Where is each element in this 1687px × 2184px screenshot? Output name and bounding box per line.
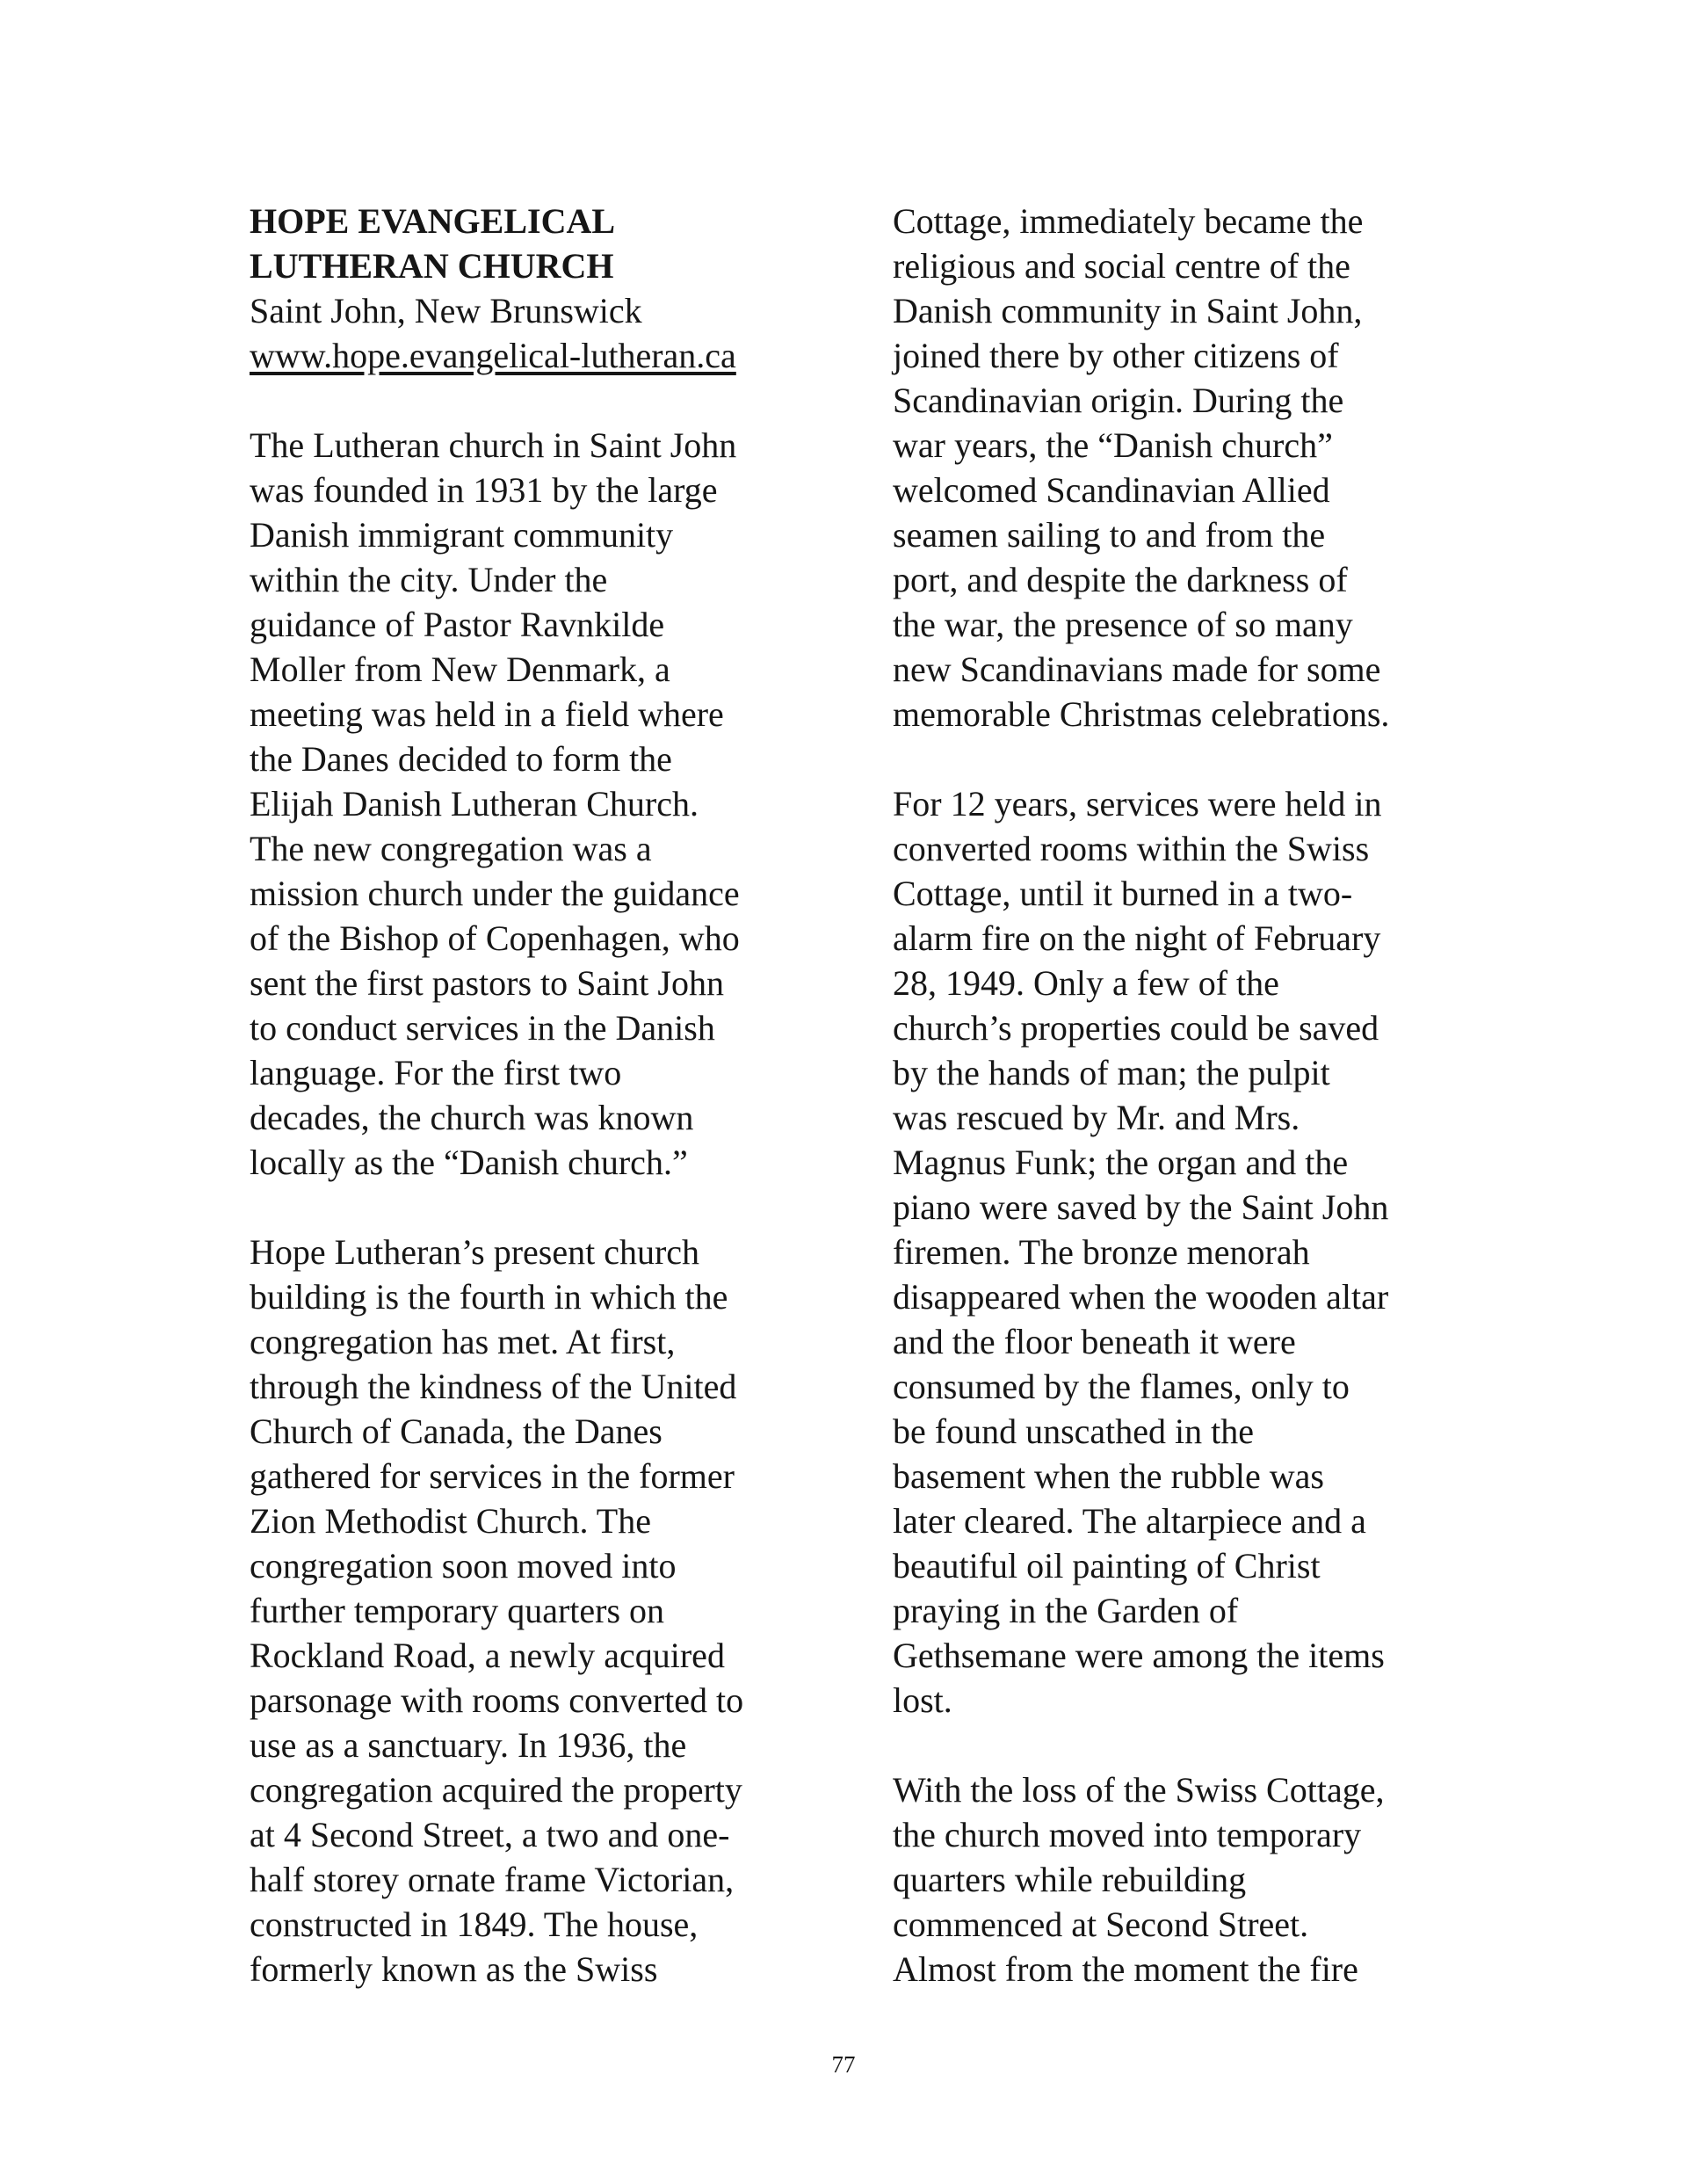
text-line: lost. <box>893 1680 952 1720</box>
text-line: Danish immigrant community <box>250 515 674 555</box>
text-line: Cottage, immediately became the <box>893 201 1364 241</box>
text-line: Rockland Road, a newly acquired <box>250 1636 725 1675</box>
text-line: decades, the church was known <box>250 1098 694 1137</box>
text-line: Moller from New Denmark, a <box>250 649 670 689</box>
text-line: later cleared. The altarpiece and a <box>893 1501 1366 1541</box>
text-line: consumed by the flames, only to <box>893 1367 1350 1406</box>
text-line: The new congregation was a <box>250 829 652 868</box>
text-line: war years, the “Danish church” <box>893 425 1333 465</box>
left-column <box>250 199 847 1992</box>
text-line: church’s properties could be saved <box>893 1008 1379 1048</box>
church-title-line-1: HOPE EVANGELICAL <box>250 201 616 241</box>
paragraph-swiss-cottage <box>893 199 1490 736</box>
text-line: congregation soon moved into <box>250 1546 677 1585</box>
church-location: Saint John, New Brunswick <box>250 291 642 330</box>
text-line: Zion Methodist Church. The <box>250 1501 651 1541</box>
church-website-link[interactable]: www.hope.evangelical-lutheran.ca <box>250 336 736 375</box>
text-line: further temporary quarters on <box>250 1591 665 1630</box>
text-line: welcomed Scandinavian Allied <box>893 470 1330 510</box>
text-line: within the city. Under the <box>250 560 608 599</box>
text-line: 28, 1949. Only a few of the <box>893 963 1279 1003</box>
text-line: to conduct services in the Danish <box>250 1008 715 1048</box>
text-line: mission church under the guidance <box>250 874 740 913</box>
paragraph-gap <box>250 1185 847 1230</box>
text-line: the war, the presence of so many <box>893 605 1353 644</box>
text-line: alarm fire on the night of February <box>893 918 1381 958</box>
text-line: congregation acquired the property <box>250 1770 742 1810</box>
text-line: formerly known as the Swiss <box>250 1949 658 1989</box>
page-number: 77 <box>831 2051 856 2078</box>
text-line: Almost from the moment the fire <box>893 1949 1358 1989</box>
text-line: Magnus Funk; the organ and the <box>893 1143 1349 1182</box>
text-line: quarters while rebuilding <box>893 1860 1247 1899</box>
text-line: new Scandinavians made for some <box>893 649 1381 689</box>
paragraph-buildings <box>250 1230 847 1992</box>
text-line: by the hands of man; the pulpit <box>893 1053 1330 1092</box>
text-line: Church of Canada, the Danes <box>250 1411 662 1451</box>
text-line: Cottage, until it burned in a two- <box>893 874 1353 913</box>
text-line: memorable Christmas celebrations. <box>893 694 1390 734</box>
text-line: commenced at Second Street. <box>893 1905 1309 1944</box>
text-line: language. For the first two <box>250 1053 622 1092</box>
church-header <box>250 199 847 378</box>
text-line: firemen. The bronze menorah <box>893 1232 1310 1272</box>
text-line: seamen sailing to and from the <box>893 515 1326 555</box>
text-line: locally as the “Danish church.” <box>250 1143 688 1182</box>
text-line: congregation has met. At first, <box>250 1322 676 1361</box>
text-line: of the Bishop of Copenhagen, who <box>250 918 740 958</box>
text-line: the church moved into temporary <box>893 1815 1362 1854</box>
text-line: guidance of Pastor Ravnkilde <box>250 605 665 644</box>
church-title-line-2: LUTHERAN CHURCH <box>250 246 614 286</box>
text-line: joined there by other citizens of <box>893 336 1339 375</box>
right-column <box>893 199 1490 1992</box>
text-line: meeting was held in a field where <box>250 694 724 734</box>
text-line: use as a sanctuary. In 1936, the <box>250 1725 687 1765</box>
text-line: With the loss of the Swiss Cottage, <box>893 1770 1385 1810</box>
text-line: be found unscathed in the <box>893 1411 1254 1451</box>
text-line: parsonage with rooms converted to <box>250 1680 744 1720</box>
paragraph-history <box>250 423 847 1185</box>
text-line: Gethsemane were among the items <box>893 1636 1385 1675</box>
paragraph-gap <box>893 736 1490 781</box>
text-line: was founded in 1931 by the large <box>250 470 718 510</box>
text-line: half storey ornate frame Victorian, <box>250 1860 735 1899</box>
text-line: religious and social centre of the <box>893 246 1350 286</box>
paragraph-rebuilding <box>893 1767 1490 1992</box>
text-line: and the floor beneath it were <box>893 1322 1296 1361</box>
text-line: praying in the Garden of <box>893 1591 1239 1630</box>
paragraph-fire <box>893 781 1490 1723</box>
text-line: gathered for services in the former <box>250 1456 735 1496</box>
text-line: Elijah Danish Lutheran Church. <box>250 784 699 824</box>
text-line: The Lutheran church in Saint John <box>250 425 737 465</box>
text-line: sent the first pastors to Saint John <box>250 963 724 1003</box>
text-line: beautiful oil painting of Christ <box>893 1546 1321 1585</box>
text-line: Danish community in Saint John, <box>893 291 1363 330</box>
text-line: constructed in 1849. The house, <box>250 1905 699 1944</box>
paragraph-gap <box>893 1723 1490 1767</box>
paragraph-gap <box>250 378 847 423</box>
text-line: For 12 years, services were held in <box>893 784 1382 824</box>
text-line: building is the fourth in which the <box>250 1277 728 1317</box>
text-line: the Danes decided to form the <box>250 739 672 779</box>
text-line: through the kindness of the United <box>250 1367 737 1406</box>
text-line: disappeared when the wooden altar <box>893 1277 1389 1317</box>
text-line: port, and despite the darkness of <box>893 560 1348 599</box>
text-line: piano were saved by the Saint John <box>893 1187 1389 1227</box>
text-line: converted rooms within the Swiss <box>893 829 1370 868</box>
text-line: at 4 Second Street, a two and one- <box>250 1815 730 1854</box>
text-line: Hope Lutheran’s present church <box>250 1232 700 1272</box>
text-line: Scandinavian origin. During the <box>893 381 1344 420</box>
text-line: basement when the rubble was <box>893 1456 1324 1496</box>
text-line: was rescued by Mr. and Mrs. <box>893 1098 1300 1137</box>
